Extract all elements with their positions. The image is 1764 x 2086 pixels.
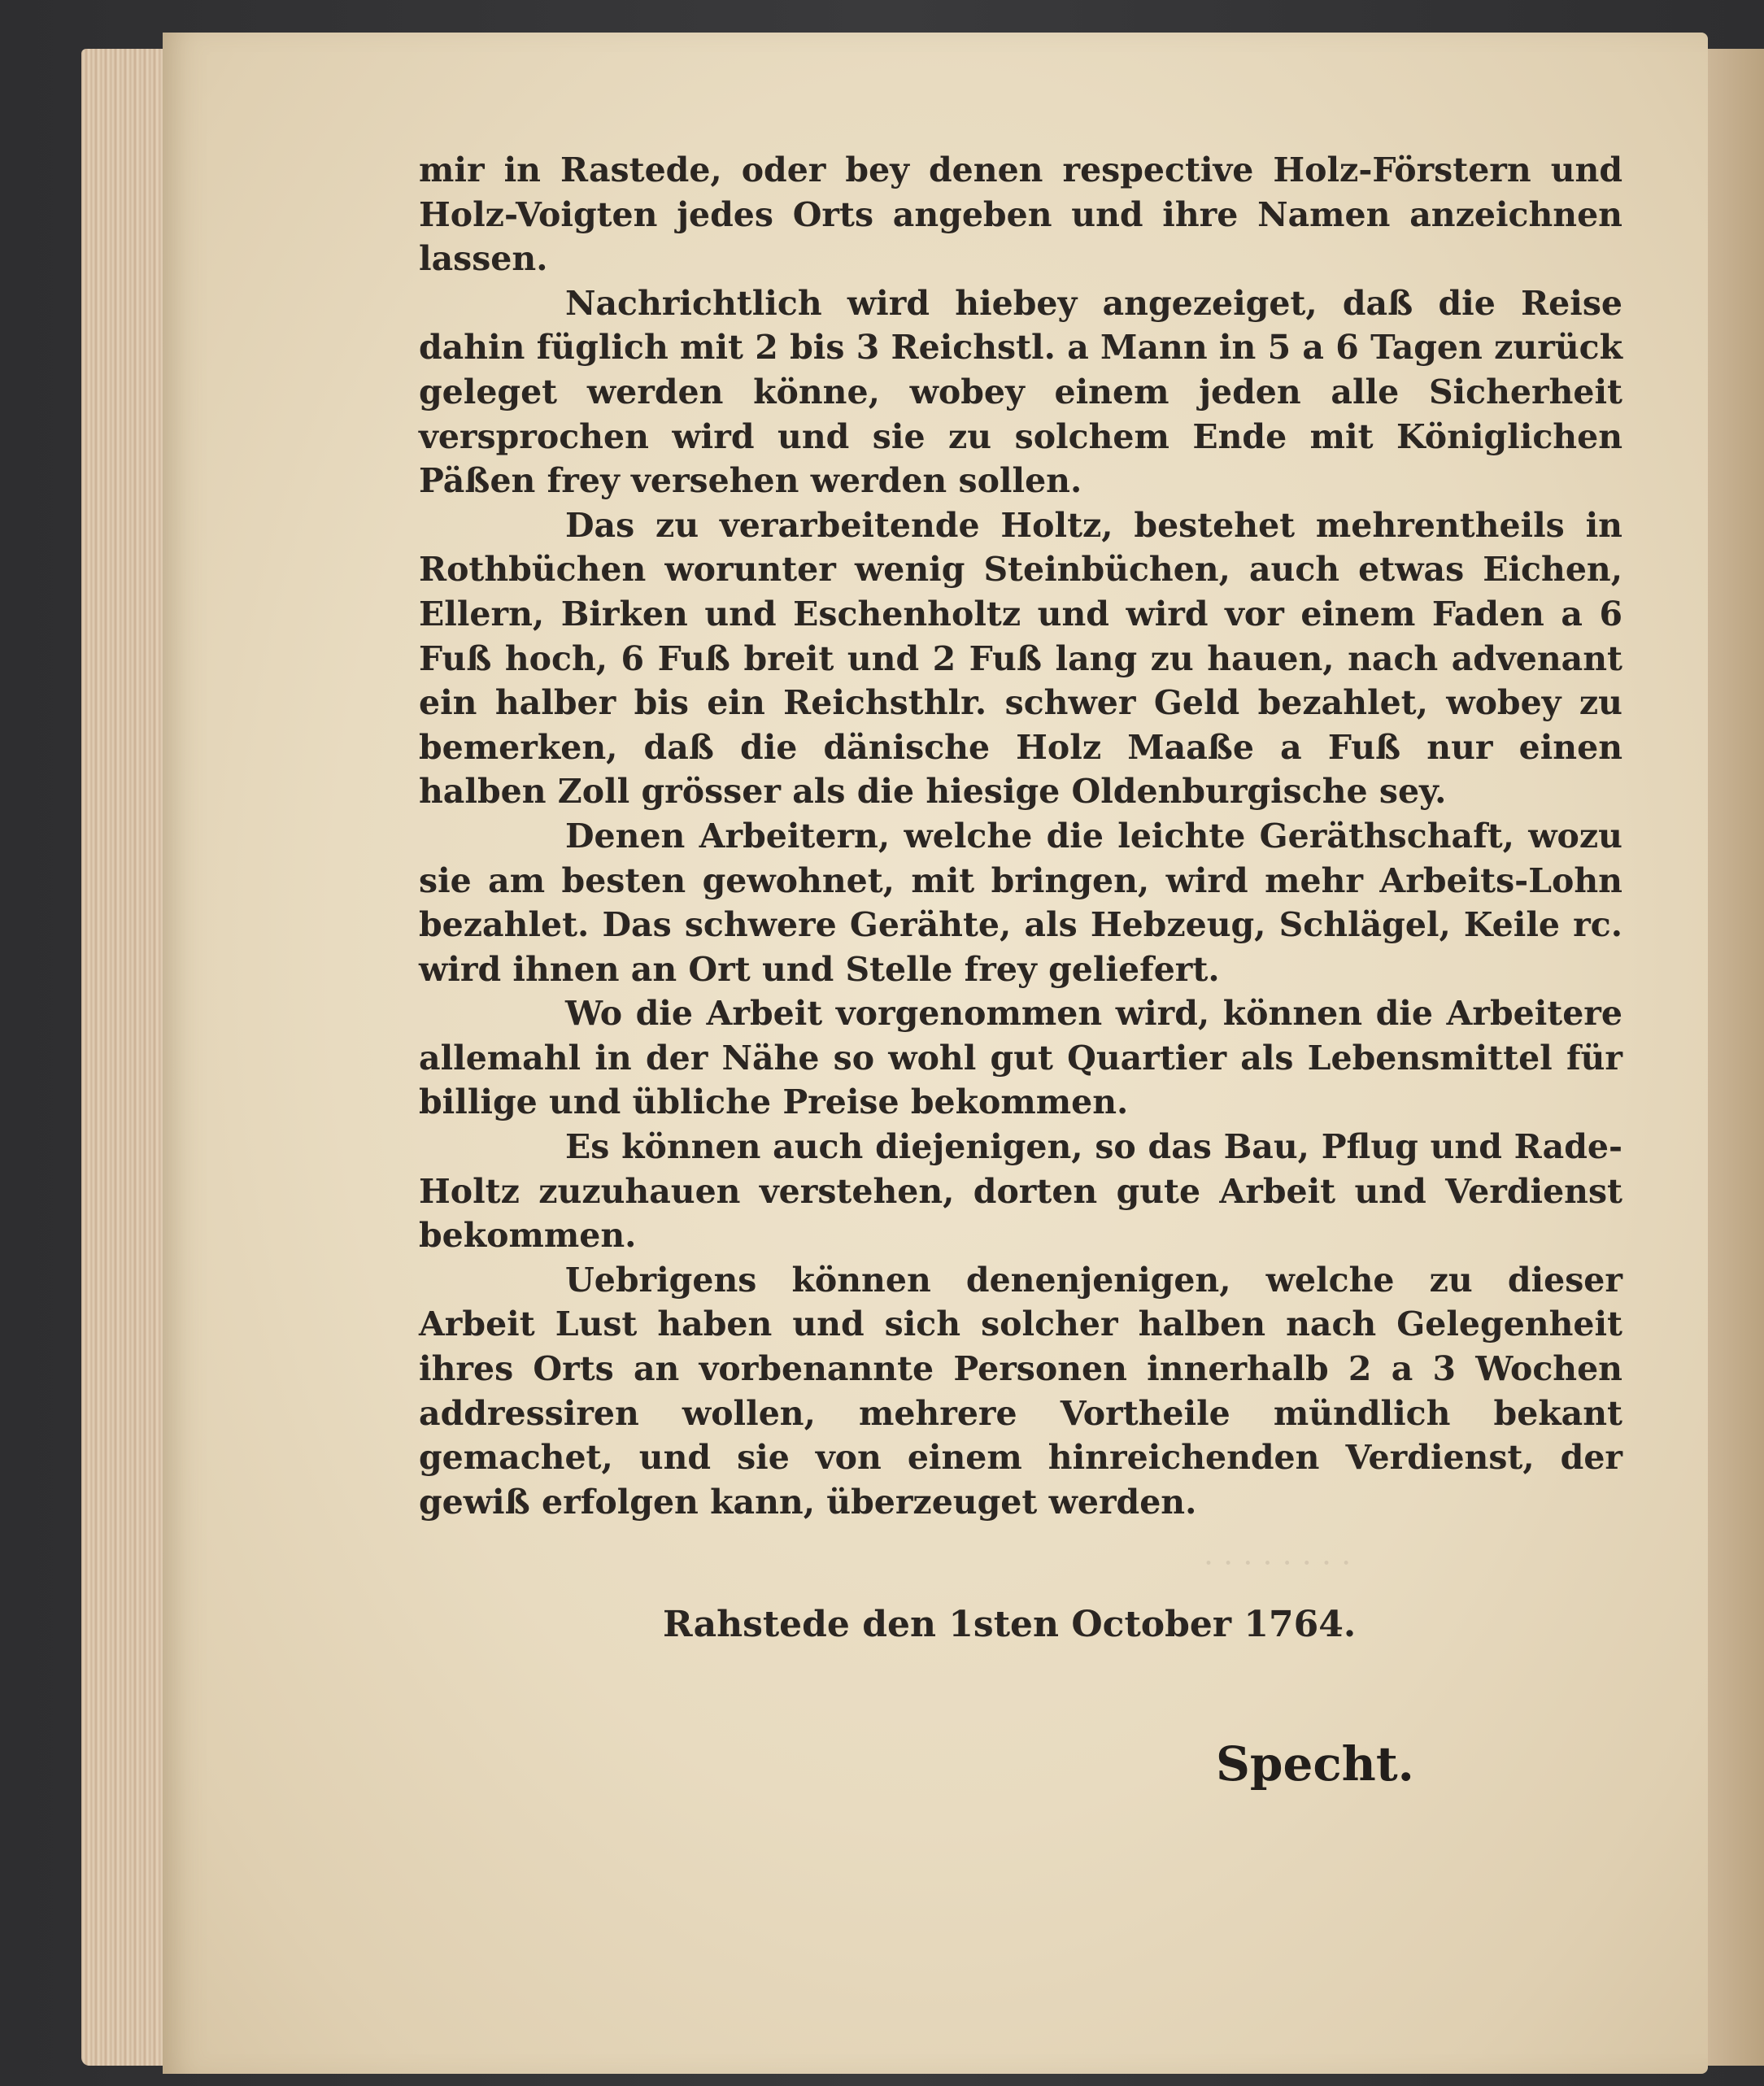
paragraph-5: Wo die Arbeit vorgenommen wird, können die Arbeitere allemahl in der Nähe so wohl gut Quartier als Lebensmittel für billige und übliche Preise bekommen. [419, 994, 1622, 1122]
next-page-edge [1704, 49, 1764, 2066]
dateline: Rahstede den 1sten October 1764. [663, 1604, 1357, 1645]
paragraph-7: Uebrigens können denenjenigen, welche zu dieser Arbeit Lust haben und sich solcher halben nach Gelegenheit ihres Orts an vorbenannte Personen innerhalb 2 a 3 Wochen addressiren wollen, mehrere Vortheile mündlich bekant gemachet, und sie von einem hinreichenden Verdienst, der gewiß erfolgen kann, überzeuget werden. [419, 1260, 1622, 1522]
paragraph-3: Das zu verarbeitende Holtz, bestehet mehrentheils in Rothbüchen worunter wenig Steinbüchen, auch etwas Eichen, Ellern, Birken und Eschenholtz und wird vor einem Faden a 6 Fuß hoch, 6 Fuß breit und 2 Fuß lang zu hauen, nach advenant ein halber bis ein Reichsthlr. schwer Geld bezahlet, wobey zu bemerken, daß die dänische Holz Maaße a Fuß nur einen halben Zoll grösser als die hiesige Oldenburgische sey. [419, 505, 1622, 812]
body-text [419, 148, 1622, 1524]
signature: Specht. [1216, 1736, 1414, 1792]
paragraph-2: Nachrichtlich wird hiebey angezeiget, daß die Reise dahin füglich mit 2 bis 3 Reichstl. a Mann in 5 a 6 Tagen zurück geleget werden könne, wobey einem jeden alle Sicherheit versprochen wird und sie zu solchem Ende mit Königlichen Päßen frey versehen werden sollen. [419, 283, 1622, 501]
paragraph-4: Denen Arbeitern, welche die leichte Geräthschaft, wozu sie am besten gewohnet, mit bringen, wird mehr Arbeits-Lohn bezahlet. Das schwere Gerähte, als Hebzeug, Schlägel, Keile rc. wird ihnen an Ort und Stelle frey geliefert. [419, 816, 1622, 989]
show-through-text: · · · · · · · · [1204, 1545, 1352, 1581]
paragraph-6: Es können auch diejenigen, so das Bau, Pflug und Rade-Holtz zuzuhauen verstehen, dorten gute Arbeit und Verdienst bekommen. [419, 1127, 1622, 1256]
paragraph-1: mir in Rastede, oder bey denen respective Holz-Förstern und Holz-Voigten jedes Orts angeben und ihre Namen anzeichnen lassen. [419, 150, 1622, 279]
